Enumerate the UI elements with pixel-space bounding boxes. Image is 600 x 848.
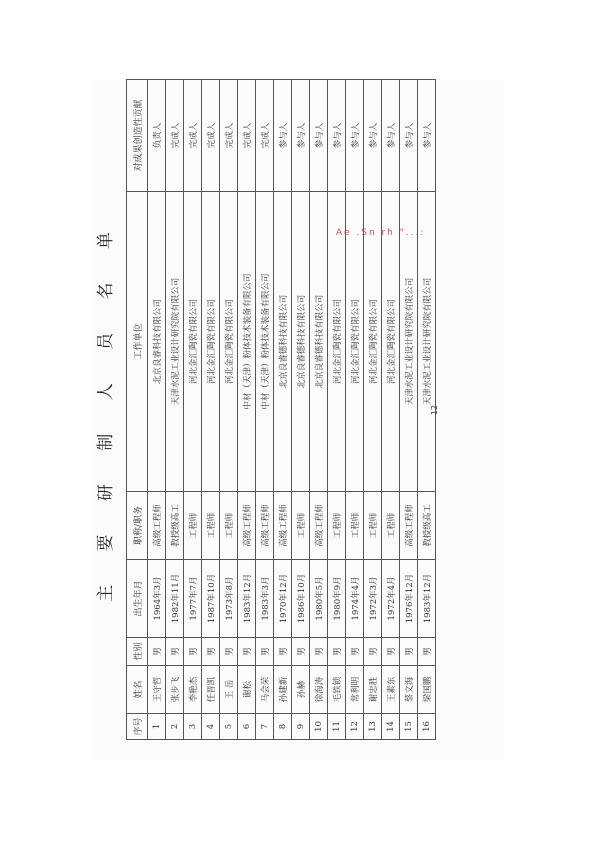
table-row	[166, 80, 184, 740]
table-cell: 毛铁锁	[328, 666, 346, 714]
table-cell: 参与人	[400, 80, 418, 192]
table-cell: 教授级高工	[166, 492, 184, 560]
table-cell: 完成人	[256, 80, 274, 192]
table-cell: 完成人	[184, 80, 202, 192]
table-cell: 工程师	[364, 492, 382, 560]
table-cell: 1983年12月	[238, 560, 256, 638]
table-cell: 工程师	[184, 492, 202, 560]
table-cell: 中材（天津）粉体技术装备有限公司	[256, 192, 274, 492]
table-cell: 男	[238, 638, 256, 666]
table-cell: 1	[148, 714, 166, 740]
table-cell: 男	[382, 638, 400, 666]
table-cell: 参与人	[310, 80, 328, 192]
table-cell: 1970年12月	[274, 560, 292, 638]
table-row	[328, 80, 346, 740]
table-row	[364, 80, 382, 740]
table-cell: 河北金汇陶瓷有限公司	[382, 192, 400, 492]
table-row	[346, 80, 364, 740]
table-cell: 1977年7月	[184, 560, 202, 638]
table-cell: 4	[202, 714, 220, 740]
table-cell: 完成人	[202, 80, 220, 192]
table-cell: 河北金汇陶瓷有限公司	[220, 192, 238, 492]
table-cell: 常利明	[346, 666, 364, 714]
table-cell: 1964年3月	[148, 560, 166, 638]
table-cell: 1983年12月	[418, 560, 436, 638]
column-header: 性别	[127, 638, 148, 666]
table-cell: 男	[274, 638, 292, 666]
table-cell: 完成人	[220, 80, 238, 192]
table-cell: 河北金汇陶瓷有限公司	[328, 192, 346, 492]
table-cell: 参与人	[364, 80, 382, 192]
table-cell: 参与人	[328, 80, 346, 192]
table-cell: 男	[310, 638, 328, 666]
table-row	[382, 80, 400, 740]
table-cell: 1972年4月	[382, 560, 400, 638]
table-cell: 6	[238, 714, 256, 740]
table-row	[220, 80, 238, 740]
table-cell: 2	[166, 714, 184, 740]
table-cell: 参与人	[382, 80, 400, 192]
document-title: 主 要 研 制 人 员 名 单	[96, 218, 116, 602]
table-cell: 孙赫	[292, 666, 310, 714]
table-cell: 河北金汇陶瓷有限公司	[364, 192, 382, 492]
table-cell: 孙建新	[274, 666, 292, 714]
table-cell: 1983年3月	[256, 560, 274, 638]
table-cell: 谢松	[238, 666, 256, 714]
table-cell: 男	[148, 638, 166, 666]
table-cell: 任晋凯	[202, 666, 220, 714]
table-cell: 男	[328, 638, 346, 666]
table-cell: 北京良睿科技有限公司	[148, 192, 166, 492]
table-row	[274, 80, 292, 740]
table-cell: 男	[346, 638, 364, 666]
personnel-table	[126, 79, 436, 740]
red-stamp-mark: Ae .Sn rh "...:	[336, 228, 426, 238]
table-cell: 高级工程师	[310, 492, 328, 560]
table-cell: 参与人	[346, 80, 364, 192]
table-cell: 河北金汇陶瓷有限公司	[346, 192, 364, 492]
table-cell: 男	[400, 638, 418, 666]
table-cell: 1973年8月	[220, 560, 238, 638]
table-cell: 天津水泥工业设计研究院有限公司	[166, 192, 184, 492]
table-cell: 谢忠胜	[364, 666, 382, 714]
table-cell: 梁国鹏	[418, 666, 436, 714]
table-cell: 徐海涛	[310, 666, 328, 714]
table-row	[292, 80, 310, 740]
table-cell: 1982年11月	[166, 560, 184, 638]
table-cell: 河北金汇陶瓷有限公司	[184, 192, 202, 492]
rotated-document	[88, 80, 448, 740]
table-cell: 高级工程师	[238, 492, 256, 560]
table-cell: 男	[364, 638, 382, 666]
table-cell: 王守哲	[148, 666, 166, 714]
column-header: 姓名	[127, 666, 148, 714]
table-cell: 参与人	[274, 80, 292, 192]
table-cell: 10	[310, 714, 328, 740]
table-cell: 1987年10月	[202, 560, 220, 638]
table-cell: 教授级高工	[418, 492, 436, 560]
table-cell: 王 岳	[220, 666, 238, 714]
table-cell: 男	[202, 638, 220, 666]
table-cell: 参与人	[418, 80, 436, 192]
table-cell: 北京良睿德科技有限公司	[292, 192, 310, 492]
table-cell: 1974年4月	[346, 560, 364, 638]
table-cell: 1976年12月	[400, 560, 418, 638]
table-cell: 高级工程师	[400, 492, 418, 560]
table-cell: 1980年5月	[310, 560, 328, 638]
table-cell: 1980年9月	[328, 560, 346, 638]
column-header: 对成果创造性贡献	[127, 80, 148, 192]
table-cell: 工程师	[382, 492, 400, 560]
table-cell: 高级工程师	[256, 492, 274, 560]
table-header-row	[127, 80, 148, 740]
table-cell: 高级工程师	[148, 492, 166, 560]
table-cell: 男	[184, 638, 202, 666]
table-cell: 河北金汇陶瓷有限公司	[202, 192, 220, 492]
table-cell: 11	[328, 714, 346, 740]
table-cell: 北京良睿德科技有限公司	[310, 192, 328, 492]
table-cell: 男	[292, 638, 310, 666]
table-cell: 8	[274, 714, 292, 740]
table-cell: 工程师	[292, 492, 310, 560]
table-cell: 15	[400, 714, 418, 740]
table-cell: 13	[364, 714, 382, 740]
table-cell: 北京良睿德科技有限公司	[274, 192, 292, 492]
table-cell: 男	[220, 638, 238, 666]
table-cell: 男	[418, 638, 436, 666]
table-cell: 李艳杰	[184, 666, 202, 714]
table-row	[238, 80, 256, 740]
table-cell: 完成人	[166, 80, 184, 192]
column-header: 工作单位	[127, 192, 148, 492]
table-row	[310, 80, 328, 740]
table-row	[400, 80, 418, 740]
page-number: 12	[430, 404, 439, 416]
table-cell: 高级工程师	[274, 492, 292, 560]
table-cell: 天津水泥工业设计研究院有限公司	[418, 192, 436, 492]
table-cell: 5	[220, 714, 238, 740]
table-body	[148, 80, 436, 740]
table-row	[184, 80, 202, 740]
table-cell: 工程师	[328, 492, 346, 560]
table-cell: 工程师	[346, 492, 364, 560]
table-cell: 9	[292, 714, 310, 740]
table-row	[202, 80, 220, 740]
table-cell: 男	[256, 638, 274, 666]
table-cell: 蔡文海	[400, 666, 418, 714]
table-cell: 负责人	[148, 80, 166, 192]
table-cell: 1986年10月	[292, 560, 310, 638]
table-cell: 中材（天津）粉体技术装备有限公司	[238, 192, 256, 492]
table-cell: 工程师	[202, 492, 220, 560]
column-header: 职称/职务	[127, 492, 148, 560]
column-header: 出生年月	[127, 560, 148, 638]
table-cell: 马会荣	[256, 666, 274, 714]
table-cell: 16	[418, 714, 436, 740]
table-cell: 张步飞	[166, 666, 184, 714]
table-row	[148, 80, 166, 740]
table-cell: 参与人	[292, 80, 310, 192]
table-cell: 3	[184, 714, 202, 740]
table-cell: 14	[382, 714, 400, 740]
table-cell: 1972年3月	[364, 560, 382, 638]
table-cell: 天津水泥工业设计研究院有限公司	[400, 192, 418, 492]
table-cell: 王素东	[382, 666, 400, 714]
table-row	[256, 80, 274, 740]
table-cell: 7	[256, 714, 274, 740]
table-cell: 12	[346, 714, 364, 740]
column-header: 序号	[127, 714, 148, 740]
table-cell: 男	[166, 638, 184, 666]
table-cell: 工程师	[220, 492, 238, 560]
table-cell: 完成人	[238, 80, 256, 192]
